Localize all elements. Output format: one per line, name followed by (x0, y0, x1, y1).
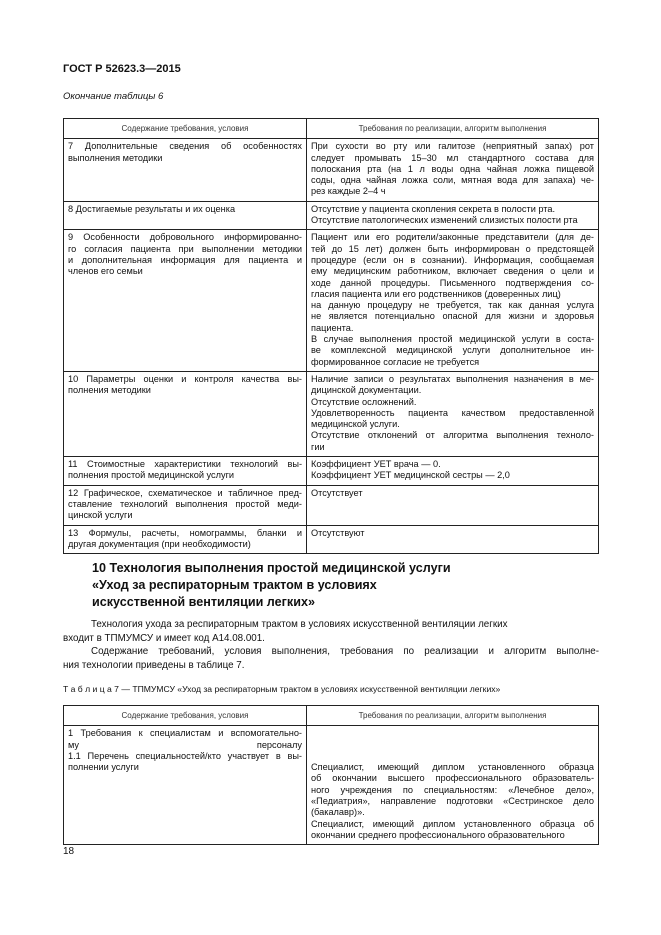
cell-line (311, 751, 594, 762)
cell-line: 8 Достигаемые результаты и их оценка (68, 203, 236, 214)
cell-line: дицинской документации. (311, 385, 422, 396)
cell-line: му персоналу (68, 739, 302, 750)
cell-line: 12 Графическое, схематическое и табличное пред- (68, 487, 302, 498)
heading-line: 10 Технология выполнения простой медицинской услуги (92, 561, 451, 575)
requirement-cell (64, 525, 307, 554)
cell-line: Специалист, имеющий диплом установленного образца (311, 762, 594, 773)
paragraph-line: ния технологии приведены в таблице 7. (63, 659, 245, 671)
cell-line: окончании среднего профессионального образовательного (311, 829, 565, 840)
table-row (64, 525, 599, 554)
cell-line: на данную процедуру не требуется, так как данная услуга (311, 300, 594, 311)
paragraph-2 (63, 645, 599, 672)
cell-line: гии (311, 441, 325, 452)
table-row (64, 457, 599, 486)
table-row (64, 230, 599, 372)
requirement-cell (64, 201, 307, 230)
cell-line: полнения простой медицинской услуги (68, 470, 235, 481)
column-header: Содержание требования, условия (64, 119, 307, 139)
cell-line: полоскания рта (на 1 л воды одна чайная ложка пищевой (311, 163, 594, 174)
cell-line: Отсутствуют (311, 527, 365, 538)
cell-line: членов его семьи (68, 266, 143, 277)
cell-line: тей до 15 лет) должен быть информирован о предстоящей (311, 243, 594, 254)
cell-line: 10 Параметры оценки и контроля качества вы- (68, 373, 302, 384)
table-row (64, 139, 599, 201)
requirement-cell (64, 230, 307, 372)
column-header: Содержание требования, условия (64, 706, 307, 726)
cell-line: другая документация (при необходимости) (68, 538, 251, 549)
cell-line: и дополнительная информация для пациента и (68, 254, 302, 265)
cell-line: (бакалавр)». (311, 807, 365, 818)
cell-line: Отсутствие осложнений. (311, 396, 417, 407)
cell-line: ставление технологий выполнения простой меди- (68, 498, 302, 509)
implementation-cell (307, 201, 599, 230)
cell-line: 1.1 Перечень специальностей/кто участвует в вы- (68, 750, 302, 761)
table-continuation-label: Окончание таблицы 6 (63, 91, 164, 102)
cell-line: При сухости во рту или галитозе (неприятный запах) рот (311, 141, 594, 152)
table-row (64, 371, 599, 456)
page-number: 18 (63, 846, 75, 857)
implementation-cell (307, 485, 599, 525)
column-header: Требования по реализации, алгоритм выполнения (307, 119, 599, 139)
cell-line: го согласия пациента при выполнении методики (68, 243, 302, 254)
implementation-cell (307, 139, 599, 201)
cell-line: полнения методики (68, 385, 151, 396)
cell-line: 1 Требования к специалистам и вспомогательно- (68, 728, 302, 739)
table-row (64, 726, 599, 845)
requirement-cell (64, 457, 307, 486)
column-header: Требования по реализации, алгоритм выполнения (307, 706, 599, 726)
paragraph-line: входит в ТПМУМСУ и имеет код А14.08.001. (63, 632, 265, 644)
implementation-cell (307, 371, 599, 456)
cell-line: Пациент или его родители/законные представители (для де- (311, 232, 594, 243)
paragraph-line: Содержание требований, условия выполнения, требования по реализации и алгоритм выполне- (91, 646, 599, 657)
table-row (64, 201, 599, 230)
cell-line: 13 Формулы, расчеты, номограммы, бланки и (68, 527, 302, 538)
heading-line: «Уход за респираторным трактом в условиях (92, 578, 377, 592)
cell-line: не является потенциально опасной для жизни и здоровья (311, 311, 594, 322)
cell-line: Отсутствие отклонений от алгоритма выполнения техноло- (311, 430, 594, 441)
cell-line: ве комплексной медицинской услуги дополнительное ин- (311, 345, 594, 356)
cell-line: Коэффициент УЕТ медицинской сестры — 2,0 (311, 470, 510, 481)
cell-line: формированное согласие не требуется (311, 356, 480, 367)
cell-line: полнении услуги (68, 762, 139, 773)
table-header-row (64, 119, 599, 139)
cell-line: Наличие записи о результатах выполнения назначения в ме- (311, 373, 594, 384)
cell-line: гласия пациента или его родственников (доверенных лиц) (311, 288, 561, 299)
section-heading (92, 560, 451, 611)
cell-line: пациента. (311, 322, 354, 333)
implementation-cell (307, 230, 599, 372)
table-row (64, 485, 599, 525)
table-caption: Т а б л и ц а 7 — ТПМУМСУ «Уход за респираторным трактом в условиях искусственной вентиляции легких» (63, 684, 501, 694)
cell-line: процедуре (если он в сознании). Информация, сообщаемая (311, 254, 594, 265)
cell-line: рез каждые 2–4 ч (311, 186, 386, 197)
cell-line: соды, одна чайная ложка соли, мятная вода для запаха) че- (311, 175, 594, 186)
requirement-cell (64, 139, 307, 201)
cell-line: выполнения методики (68, 152, 163, 163)
cell-line: ного учреждения по специальностям: «Лечебное дело», (311, 784, 594, 795)
implementation-cell (307, 525, 599, 554)
cell-line: Удовлетворенность пациента качеством предоставленной (311, 407, 594, 418)
cell-line: Коэффициент УЕТ врача — 0. (311, 459, 441, 470)
paragraph-1 (63, 618, 599, 645)
cell-line: цинской услуги (68, 510, 133, 521)
table-7 (63, 705, 599, 845)
standard-number: ГОСТ Р 52623.3—2015 (63, 63, 181, 75)
requirement-cell (64, 726, 307, 845)
paragraph-line: Технология ухода за респираторным трактом в условиях искусственной вентиляции легких (91, 619, 508, 630)
table-6 (63, 118, 599, 554)
table-header-row (64, 706, 599, 726)
cell-line: Специалист, имеющий диплом установленного образца об (311, 818, 594, 829)
cell-line: медицинской услуги. (311, 419, 400, 430)
requirement-cell (64, 371, 307, 456)
heading-line: искусственной вентиляции легких» (92, 595, 315, 609)
cell-line (311, 728, 594, 739)
cell-line: В случае выполнения простой медицинской услуги в соста- (311, 334, 594, 345)
implementation-cell (307, 457, 599, 486)
cell-line: Отсутствие патологических изменений слизистых полости рта (311, 215, 578, 226)
cell-line: 11 Стоимостные характеристики технологий вы- (68, 459, 302, 470)
cell-line: ему медицинским работником, включает сведения о цели и (311, 266, 594, 277)
requirement-cell (64, 485, 307, 525)
cell-line: об окончании высшего профессионального образователь- (311, 773, 594, 784)
cell-line: ходе данной процедуры. Письменного подтверждения со- (311, 277, 594, 288)
cell-line: 9 Особенности добровольного информированно- (68, 232, 302, 243)
cell-line: Отсутствует (311, 487, 363, 498)
cell-line: Отсутствие у пациента скопления секрета в полости рта. (311, 203, 556, 214)
implementation-cell (307, 726, 599, 845)
cell-line (311, 740, 594, 751)
cell-line: «Педиатрия», направление подготовки «Сестринское дело (311, 796, 594, 807)
cell-line: 7 Дополнительные сведения об особенностях (68, 141, 302, 152)
cell-line: следует промывать 15–30 мл стандартного состава для (311, 152, 594, 163)
